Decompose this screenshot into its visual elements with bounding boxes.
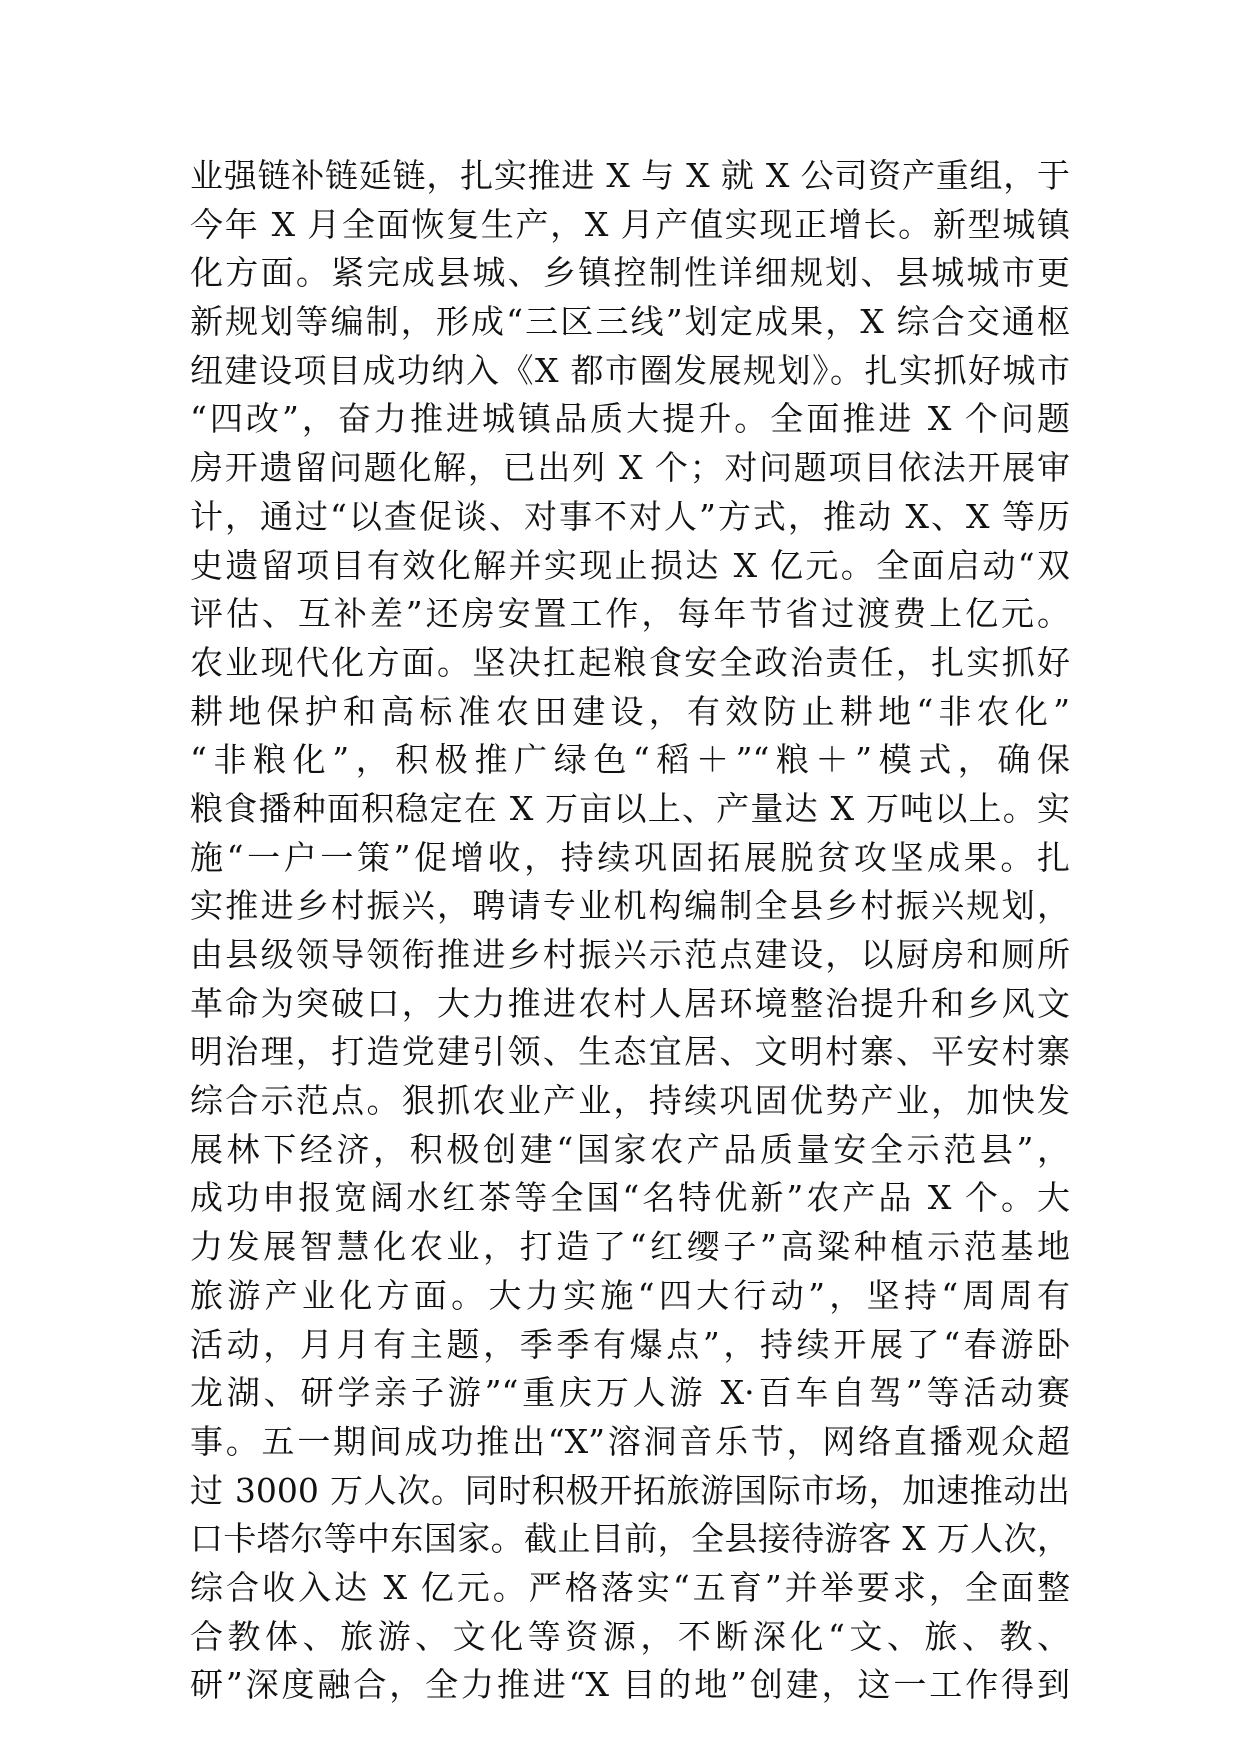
text-line: 综合示范点。狠抓农业产业，持续巩固优势产业，加快发 (190, 1081, 1070, 1121)
text-line: 龙湖、研学亲子游”“重庆万人游 X·百车自驾”等活动赛 (190, 1373, 1070, 1413)
text-line: 展林下经济，积极创建“国家农产品质量安全示范县”， (190, 1129, 1070, 1169)
text-line: 力发展智慧化农业，打造了“红缨子”高粱种植示范基地 (190, 1227, 1070, 1267)
text-line: 化方面。紧完成县城、乡镇控制性详细规划、县城城市更 (190, 253, 1070, 293)
text-line: “四改”，奋力推进城镇品质大提升。全面推进 X 个问题 (190, 399, 1070, 439)
text-line: 农业现代化方面。坚决扛起粮食安全政治责任，扎实抓好 (190, 642, 1070, 682)
text-line: 施“一户一策”促增收，持续巩固拓展脱贫攻坚成果。扎 (190, 837, 1070, 877)
text-line: 旅游产业化方面。大力实施“四大行动”，坚持“周周有 (190, 1275, 1070, 1315)
text-line: 房开遗留问题化解，已出列 X 个；对问题项目依法开展审 (190, 448, 1070, 488)
text-line: 明治理，打造党建引领、生态宜居、文明村寨、平安村寨 (190, 1032, 1070, 1072)
text-line: “非粮化”，积极推广绿色“稻＋”“粮＋”模式，确保 (190, 740, 1070, 780)
text-line: 纽建设项目成功纳入《X 都市圈发展规划》。扎实抓好城市 (190, 350, 1070, 390)
text-line: 评估、互补差”还房安置工作，每年节省过渡费上亿元。 (190, 594, 1070, 634)
text-line: 过 3000 万人次。同时积极开拓旅游国际市场，加速推动出 (190, 1470, 1070, 1510)
text-line: 口卡塔尔等中东国家。截止目前，全县接待游客 X 万人次， (190, 1519, 1070, 1559)
text-line: 今年 X 月全面恢复生产，X 月产值实现正增长。新型城镇 (190, 204, 1070, 244)
text-line: 业强链补链延链，扎实推进 X 与 X 就 X 公司资产重组，于 (190, 156, 1070, 195)
text-line: 计，通过“以查促谈、对事不对人”方式，推动 X、X 等历 (190, 496, 1070, 536)
text-line: 实推进乡村振兴，聘请专业机构编制全县乡村振兴规划， (190, 886, 1070, 926)
text-line: 耕地保护和高标准农田建设，有效防止耕地“非农化” (190, 691, 1070, 731)
text-line: 研”深度融合，全力推进“X 目的地”创建，这一工作得到 (190, 1665, 1070, 1705)
body-text (190, 152, 1070, 1710)
text-line: 活动，月月有主题，季季有爆点”，持续开展了“春游卧 (190, 1324, 1070, 1364)
text-line: 革命为突破口，大力推进农村人居环境整治提升和乡风文 (190, 983, 1070, 1023)
text-line: 成功申报宽阔水红茶等全国“名特优新”农产品 X 个。大 (190, 1178, 1070, 1218)
text-line: 事。五一期间成功推出“X”溶洞音乐节，网络直播观众超 (190, 1421, 1070, 1461)
text-line: 综合收入达 X 亿元。严格落实“五育”并举要求，全面整 (190, 1567, 1070, 1607)
text-line: 合教体、旅游、文化等资源，不断深化“文、旅、教、 (190, 1616, 1070, 1656)
text-line: 新规划等编制，形成“三区三线”划定成果，X 综合交通枢 (190, 302, 1070, 342)
text-line: 由县级领导领衔推进乡村振兴示范点建设，以厨房和厕所 (190, 935, 1070, 974)
text-line: 史遗留项目有效化解并实现止损达 X 亿元。全面启动“双 (190, 545, 1070, 585)
text-line: 粮食播种面积稳定在 X 万亩以上、产量达 X 万吨以上。实 (190, 788, 1070, 828)
